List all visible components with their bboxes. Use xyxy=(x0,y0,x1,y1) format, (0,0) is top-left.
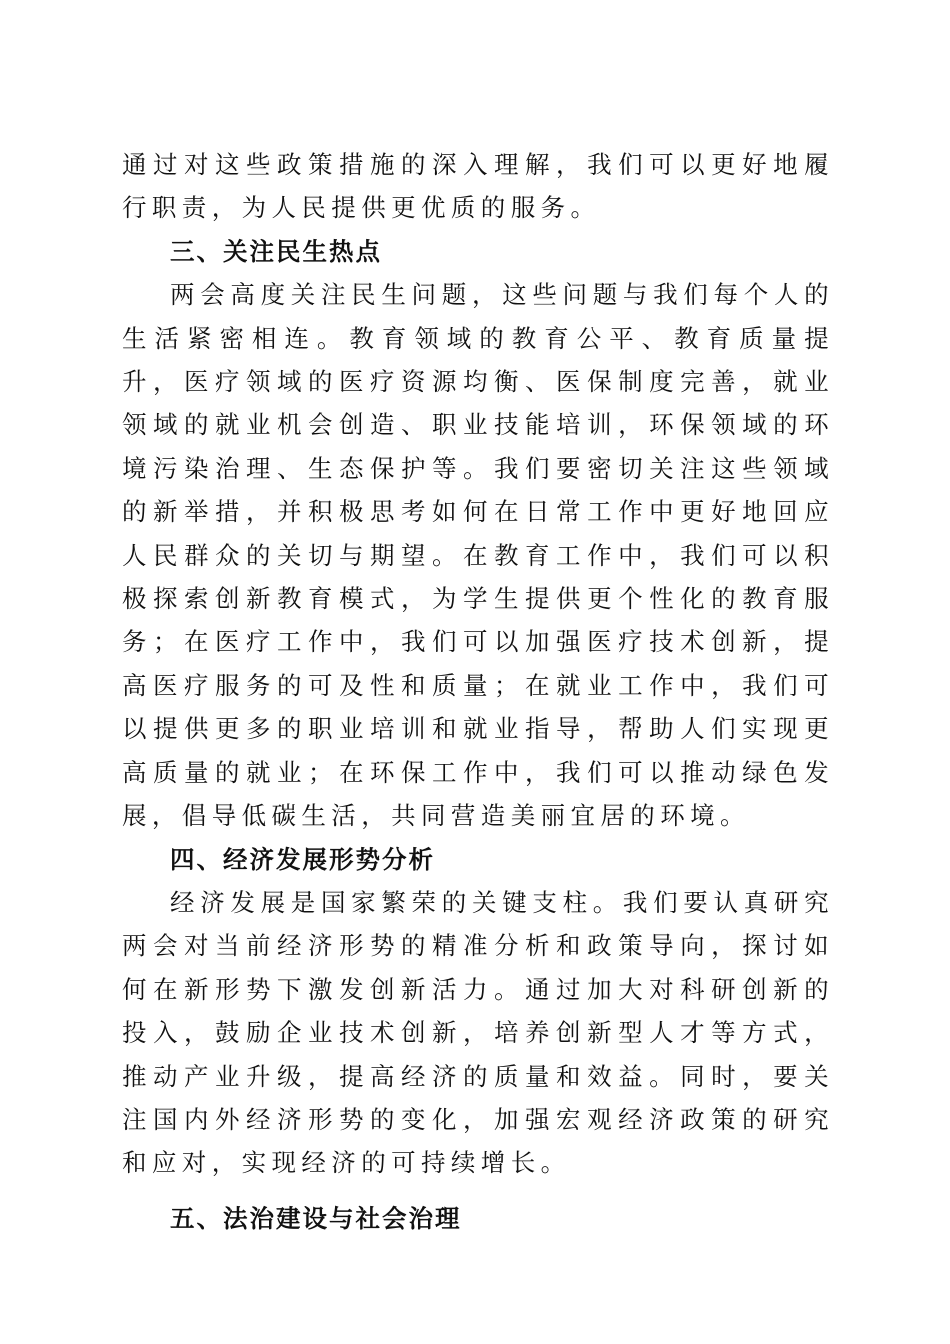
section-body-4: 经济发展是国家繁荣的关键支柱。我们要认真研究两会对当前经济形势的精准分析和政策导向，探讨如何在新形势下激发创新活力。通过加大对科研创新的投入，鼓励企业技术创新，培养创新型人才等方式，推动产业升级，提高经济的质量和效益。同时，要关注国内外经济形势的变化，加强宏观经济政策的研究和应对，实现经济的可持续增长。 xyxy=(122,887,834,1178)
section-body-3: 两会高度关注民生问题，这些问题与我们每个人的生活紧密相连。教育领域的教育公平、教育质量提升，医疗领域的医疗资源均衡、医保制度完善，就业领域的就业机会创造、职业技能培训，环保领域的环境污染治理、生态保护等。我们要密切关注这些领域的新举措，并积极思考如何在日常工作中更好地回应人民群众的关切与期望。在教育工作中，我们可以积极探索创新教育模式，为学生提供更个性化的教育服务；在医疗工作中，我们可以加强医疗技术创新，提高医疗服务的可及性和质量；在就业工作中，我们可以提供更多的职业培训和就业指导，帮助人们实现更高质量的就业；在环保工作中，我们可以推动绿色发展，倡导低碳生活，共同营造美丽宜居的环境。 xyxy=(122,280,834,831)
section-heading-3: 三、关注民生热点 xyxy=(170,236,382,266)
section-heading-5: 五、法治建设与社会治理 xyxy=(170,1203,462,1233)
document-page xyxy=(122,143,834,1240)
section-heading-4: 四、经济发展形势分析 xyxy=(170,844,435,874)
intro-paragraph: 通过对这些政策措施的深入理解，我们可以更好地履行职责，为人民提供更优质的服务。 xyxy=(122,150,834,223)
